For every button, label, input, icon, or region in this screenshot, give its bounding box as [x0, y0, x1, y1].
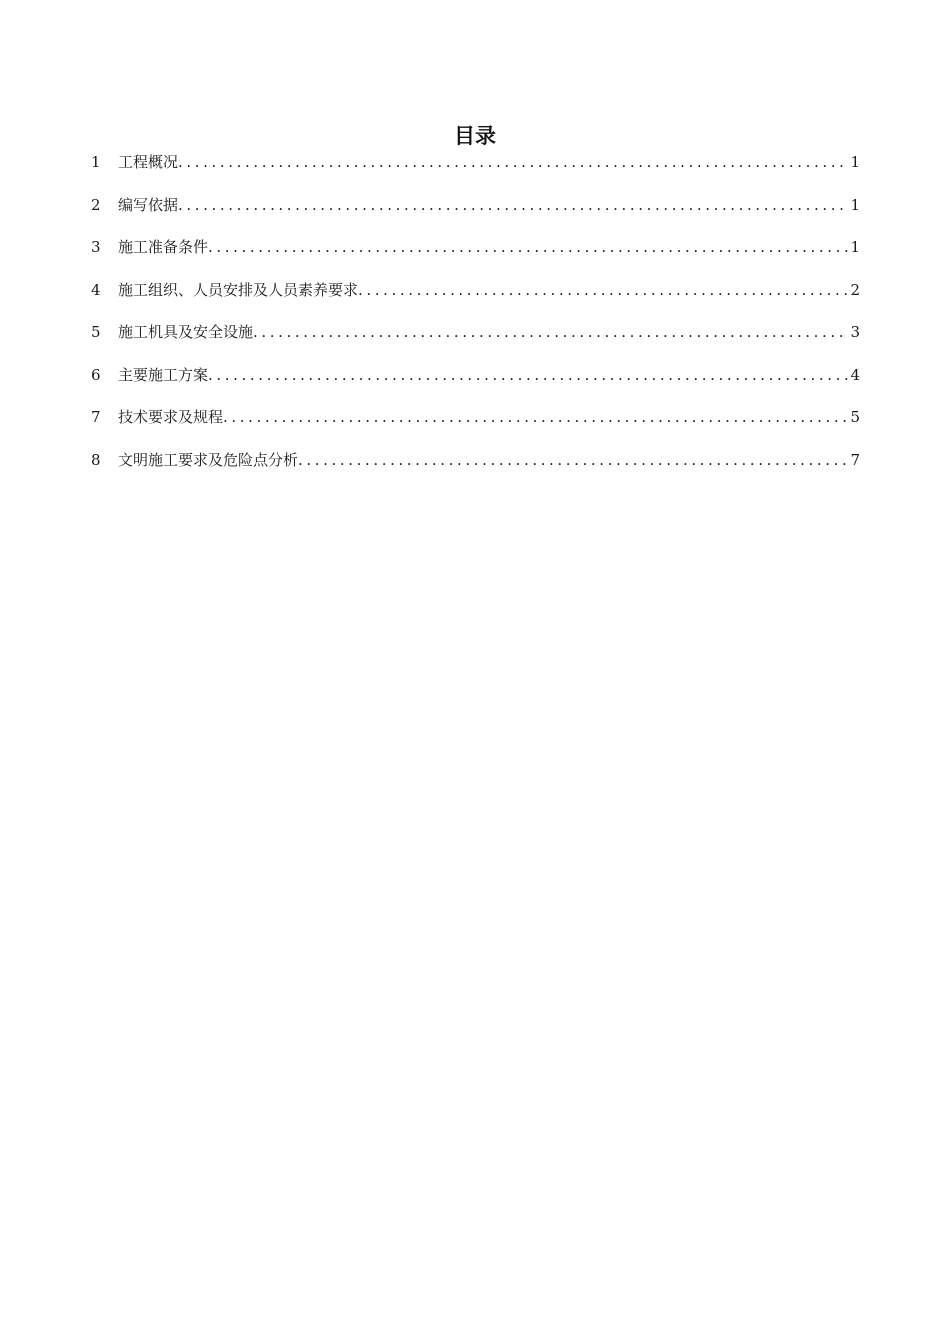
toc-entry-title: 文明施工要求及危险点分析	[118, 450, 299, 469]
toc-entry-number: 1	[91, 153, 101, 171]
toc-entry-page: 7	[850, 450, 860, 469]
toc-entry-page: 1	[850, 238, 860, 256]
toc-entry-title: 施工机具及安全设施	[118, 323, 254, 341]
toc-entry-page: 5	[850, 408, 860, 426]
toc-entry-page: 1	[850, 153, 860, 171]
toc-entry[interactable]	[91, 320, 860, 363]
toc-entry-number: 8	[91, 450, 101, 469]
toc-entry[interactable]	[91, 193, 860, 236]
toc-entry[interactable]	[91, 363, 860, 406]
toc-entry-title: 技术要求及规程	[118, 408, 224, 426]
toc-dot-leader	[298, 448, 848, 472]
toc-entry[interactable]	[91, 405, 860, 448]
toc-dot-leader	[253, 320, 848, 344]
toc-entry[interactable]	[91, 235, 860, 278]
toc-entry-number: 2	[91, 195, 101, 214]
toc-entry-number: 4	[91, 280, 101, 299]
toc-entry-number: 5	[91, 323, 101, 341]
toc-list	[91, 150, 860, 490]
toc-entry-page: 2	[850, 280, 860, 299]
toc-entry-title: 编写依据	[118, 195, 179, 214]
toc-entry-title: 施工准备条件	[118, 238, 209, 256]
toc-dot-leader	[208, 363, 848, 387]
toc-entry[interactable]	[91, 150, 860, 193]
toc-entry-title: 主要施工方案	[118, 365, 209, 384]
toc-entry-number: 7	[91, 408, 101, 426]
toc-entry-page: 4	[850, 365, 860, 384]
toc-dot-leader	[178, 150, 848, 174]
toc-entry-number: 6	[91, 365, 101, 384]
toc-dot-leader	[208, 235, 848, 259]
toc-dot-leader	[178, 193, 848, 217]
toc-entry-title: 工程概况	[118, 153, 179, 171]
toc-entry-page: 3	[850, 323, 860, 341]
toc-entry-title: 施工组织、人员安排及人员素养要求	[118, 280, 359, 299]
toc-dot-leader	[223, 405, 848, 429]
toc-entry[interactable]	[91, 448, 860, 491]
toc-entry-number: 3	[91, 238, 101, 256]
toc-dot-leader	[358, 278, 848, 302]
toc-entry[interactable]	[91, 278, 860, 321]
toc-entry-page: 1	[850, 195, 860, 214]
toc-title: 目录	[454, 124, 496, 148]
